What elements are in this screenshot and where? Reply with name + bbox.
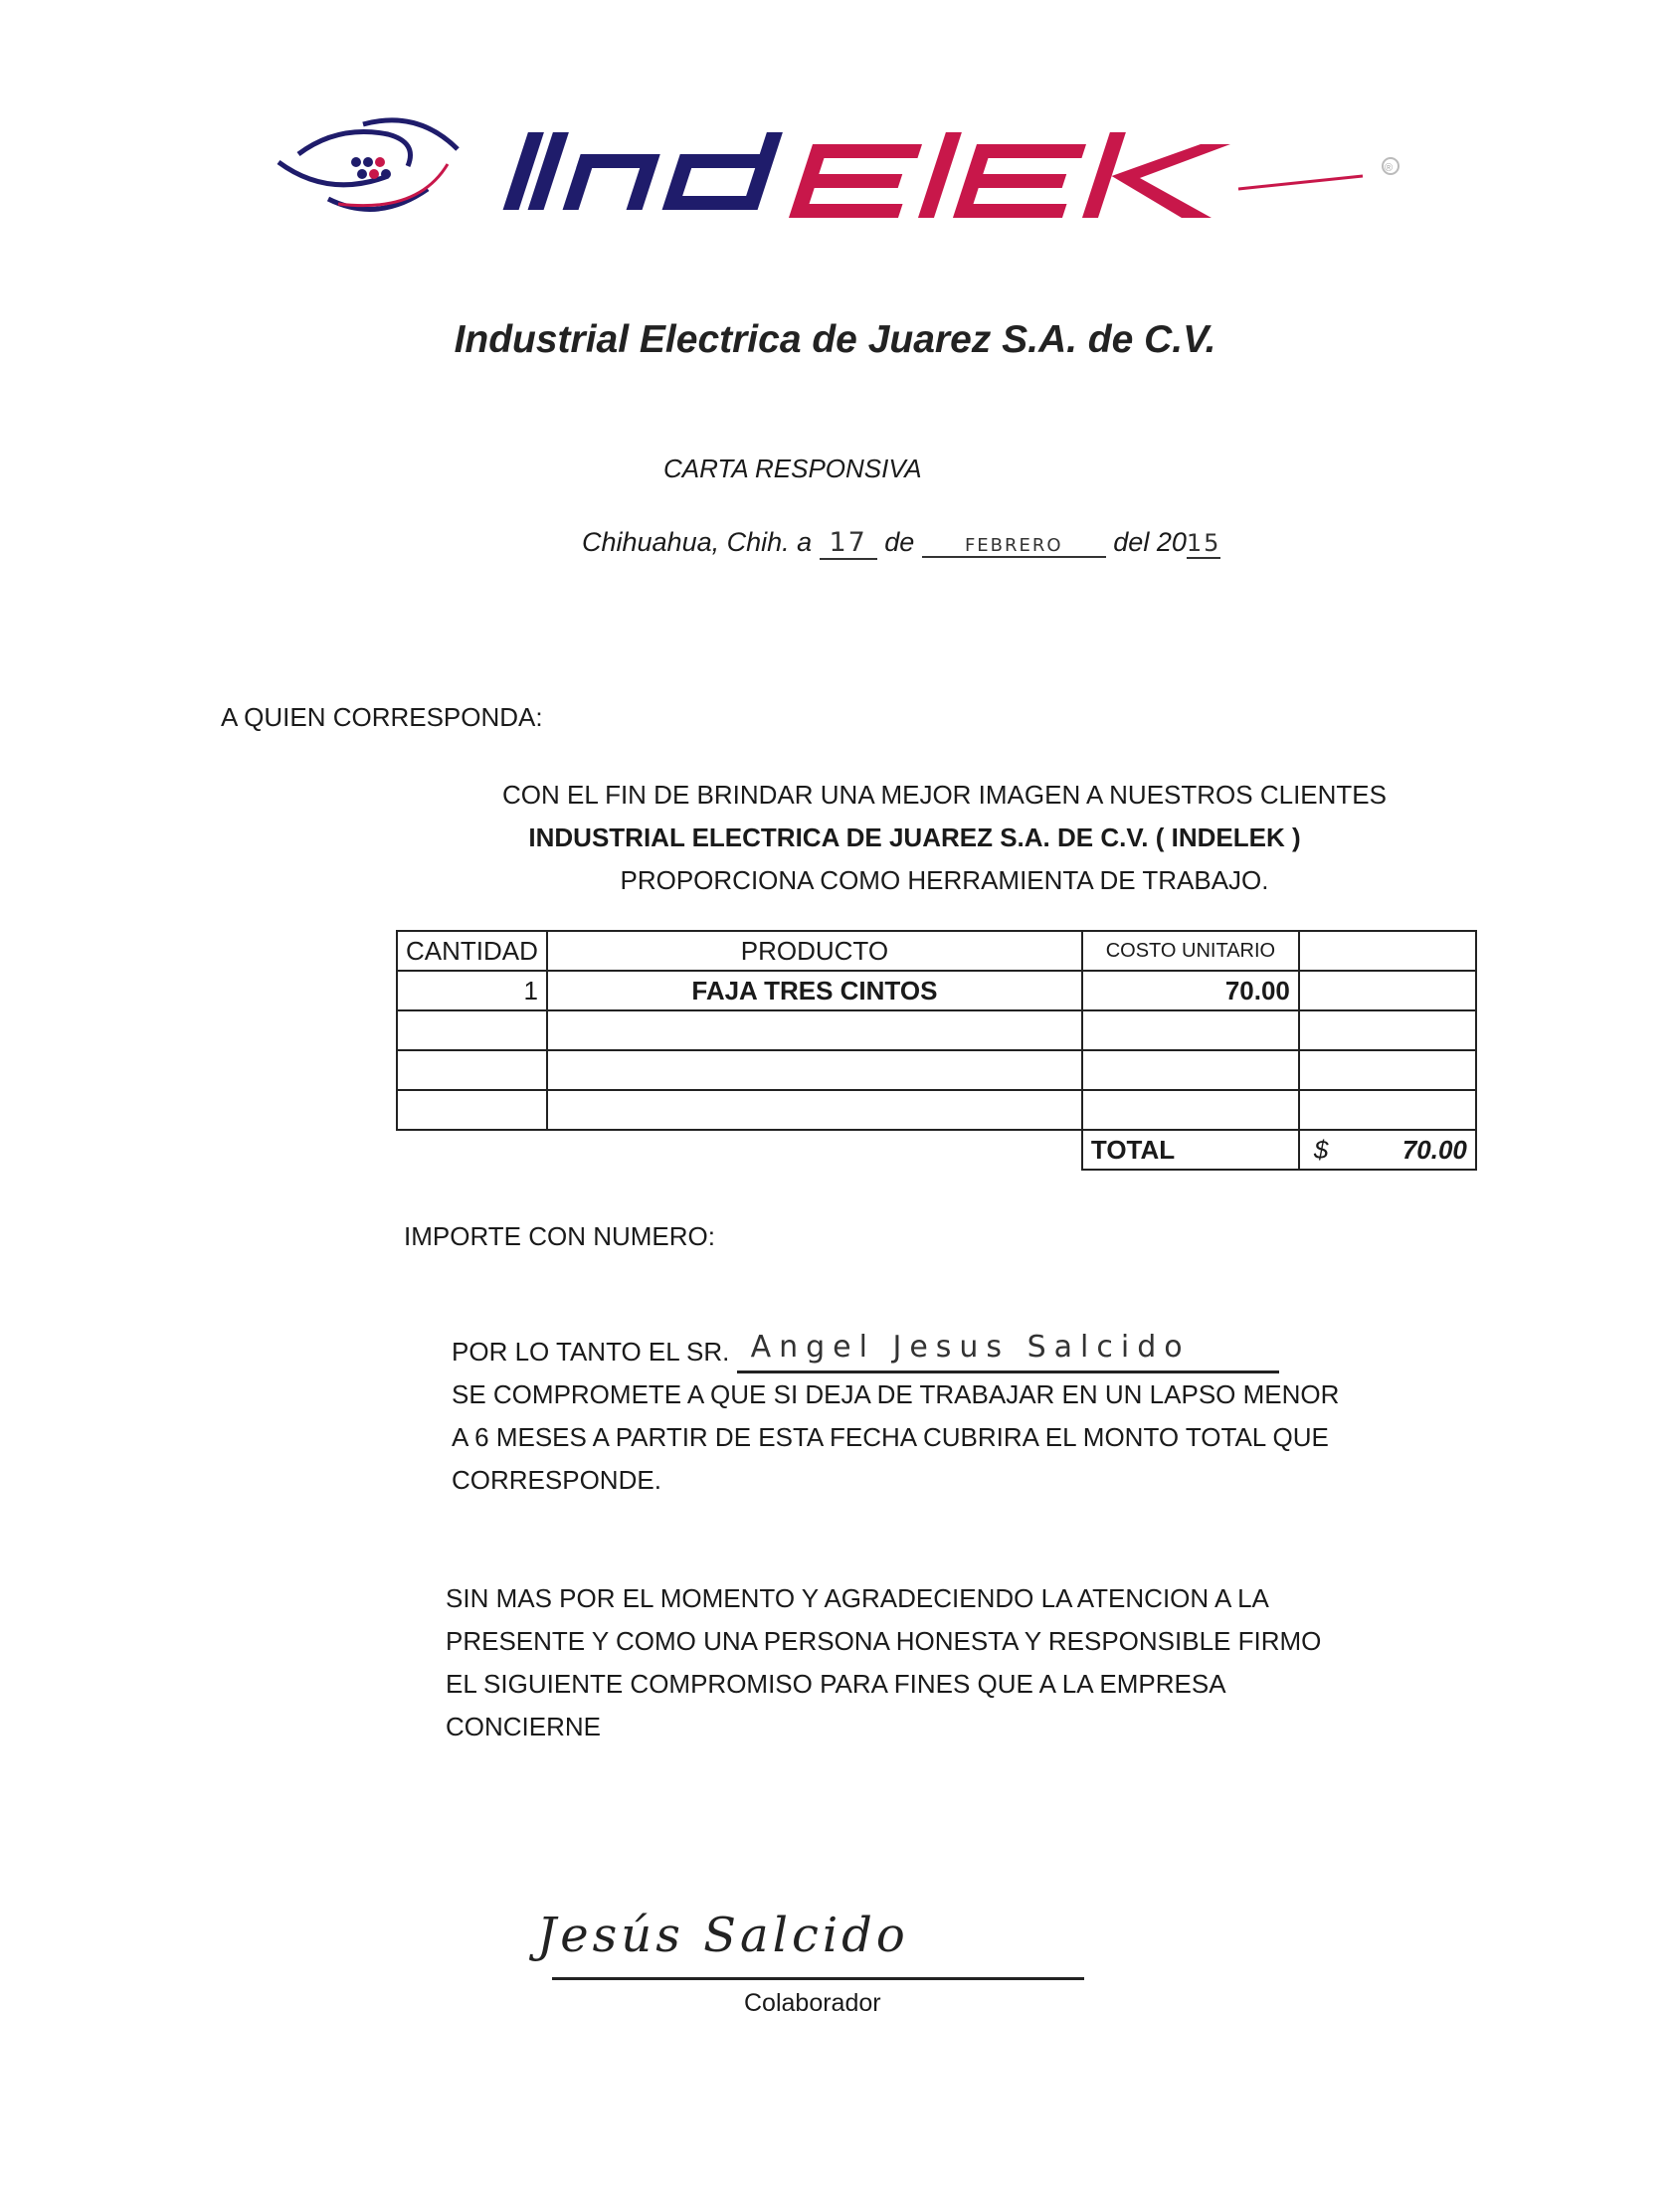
date-del: del 20 — [1113, 527, 1187, 557]
svg-text:®: ® — [1385, 162, 1394, 174]
date-prefix: Chihuahua, Chih. a — [582, 527, 813, 557]
row-costo — [1082, 1090, 1299, 1130]
total-label: TOTAL — [1082, 1130, 1299, 1170]
date-de: de — [884, 527, 915, 557]
header-cantidad: CANTIDAD — [397, 931, 547, 971]
closing-paragraph — [446, 1577, 1440, 1748]
row-costo — [1082, 1010, 1299, 1050]
commitment-line-1 — [452, 1331, 1446, 1373]
total-amount — [1299, 1130, 1476, 1170]
salutation: A QUIEN CORRESPONDA: — [221, 702, 543, 732]
intro-line-1: CON EL FIN DE BRINDAR UNA MEJOR IMAGEN A NUESTROS CLIENTES — [502, 780, 1387, 810]
row-extra — [1299, 1010, 1476, 1050]
date-year-suffix: 15 — [1186, 529, 1221, 557]
row-cantidad — [397, 1050, 547, 1090]
header-costo-unitario: COSTO UNITARIO — [1082, 931, 1299, 971]
importe-label: IMPORTE CON NUMERO: — [404, 1221, 715, 1251]
table-row — [397, 1090, 1476, 1130]
handwritten-employee-name: Angel Jesus Salcido — [750, 1330, 1191, 1365]
row-producto — [547, 1050, 1082, 1090]
header-blank — [1299, 931, 1476, 971]
company-name: Industrial Electrica de Juarez S.A. de C.V. — [454, 318, 1216, 361]
table-row — [397, 971, 1476, 1010]
handwritten-signature: Jesús Salcido — [537, 1908, 909, 1963]
signature-role: Colaborador — [744, 1989, 881, 2017]
indelek-logo — [269, 104, 1422, 244]
table-row — [397, 1050, 1476, 1090]
intro-paragraph — [0, 774, 1680, 902]
commitment-line-3: A 6 MESES A PARTIR DE ESTA FECHA CUBRIRA EL MONTO TOTAL QUE — [452, 1422, 1329, 1452]
row-producto — [547, 1010, 1082, 1050]
employee-name-field — [737, 1330, 1279, 1373]
table-total-row — [397, 1130, 1476, 1170]
intro-line-3: PROPORCIONA COMO HERRAMIENTA DE TRABAJO. — [620, 865, 1269, 895]
row-cantidad: 1 — [397, 971, 547, 1010]
row-cantidad — [397, 1090, 547, 1130]
commitment-line-4: CORRESPONDE. — [452, 1465, 661, 1495]
date-line — [582, 527, 1220, 560]
row-producto: FAJA TRES CINTOS — [547, 971, 1082, 1010]
total-currency: $ — [1313, 1134, 1329, 1165]
commitment-line-2: SE COMPROMETE A QUE SI DEJA DE TRABAJAR EN UN LAPSO MENOR — [452, 1379, 1340, 1409]
closing-line-2: PRESENTE Y COMO UNA PERSONA HONESTA Y RESPONSIBLE FIRMO — [446, 1626, 1322, 1656]
row-extra — [1299, 1050, 1476, 1090]
closing-line-3: EL SIGUIENTE COMPROMISO PARA FINES QUE A LA EMPRESA — [446, 1669, 1226, 1699]
date-month: FEBRERO — [922, 535, 1106, 558]
row-cantidad — [397, 1010, 547, 1050]
row-producto — [547, 1090, 1082, 1130]
total-value: 70.00 — [1401, 1134, 1467, 1165]
row-costo: 70.00 — [1082, 971, 1299, 1010]
date-day: 17 — [820, 527, 877, 560]
items-table — [396, 930, 1477, 1171]
intro-line-2: INDUSTRIAL ELECTRICA DE JUAREZ S.A. DE C.V. ( INDELEK ) — [528, 822, 1301, 852]
commitment-prefix: POR LO TANTO EL SR. — [452, 1337, 730, 1367]
table-row — [397, 1010, 1476, 1050]
closing-line-4: CONCIERNE — [446, 1712, 602, 1741]
commitment-paragraph — [452, 1331, 1446, 1502]
table-header-row — [397, 931, 1476, 971]
closing-line-1: SIN MAS POR EL MOMENTO Y AGRADECIENDO LA ATENCION A LA — [446, 1583, 1269, 1613]
row-extra — [1299, 1090, 1476, 1130]
row-costo — [1082, 1050, 1299, 1090]
header-producto: PRODUCTO — [547, 931, 1082, 971]
swirl-dots — [351, 157, 391, 179]
document-title: CARTA RESPONSIVA — [663, 454, 922, 483]
row-extra — [1299, 971, 1476, 1010]
signature-line — [552, 1977, 1084, 1980]
